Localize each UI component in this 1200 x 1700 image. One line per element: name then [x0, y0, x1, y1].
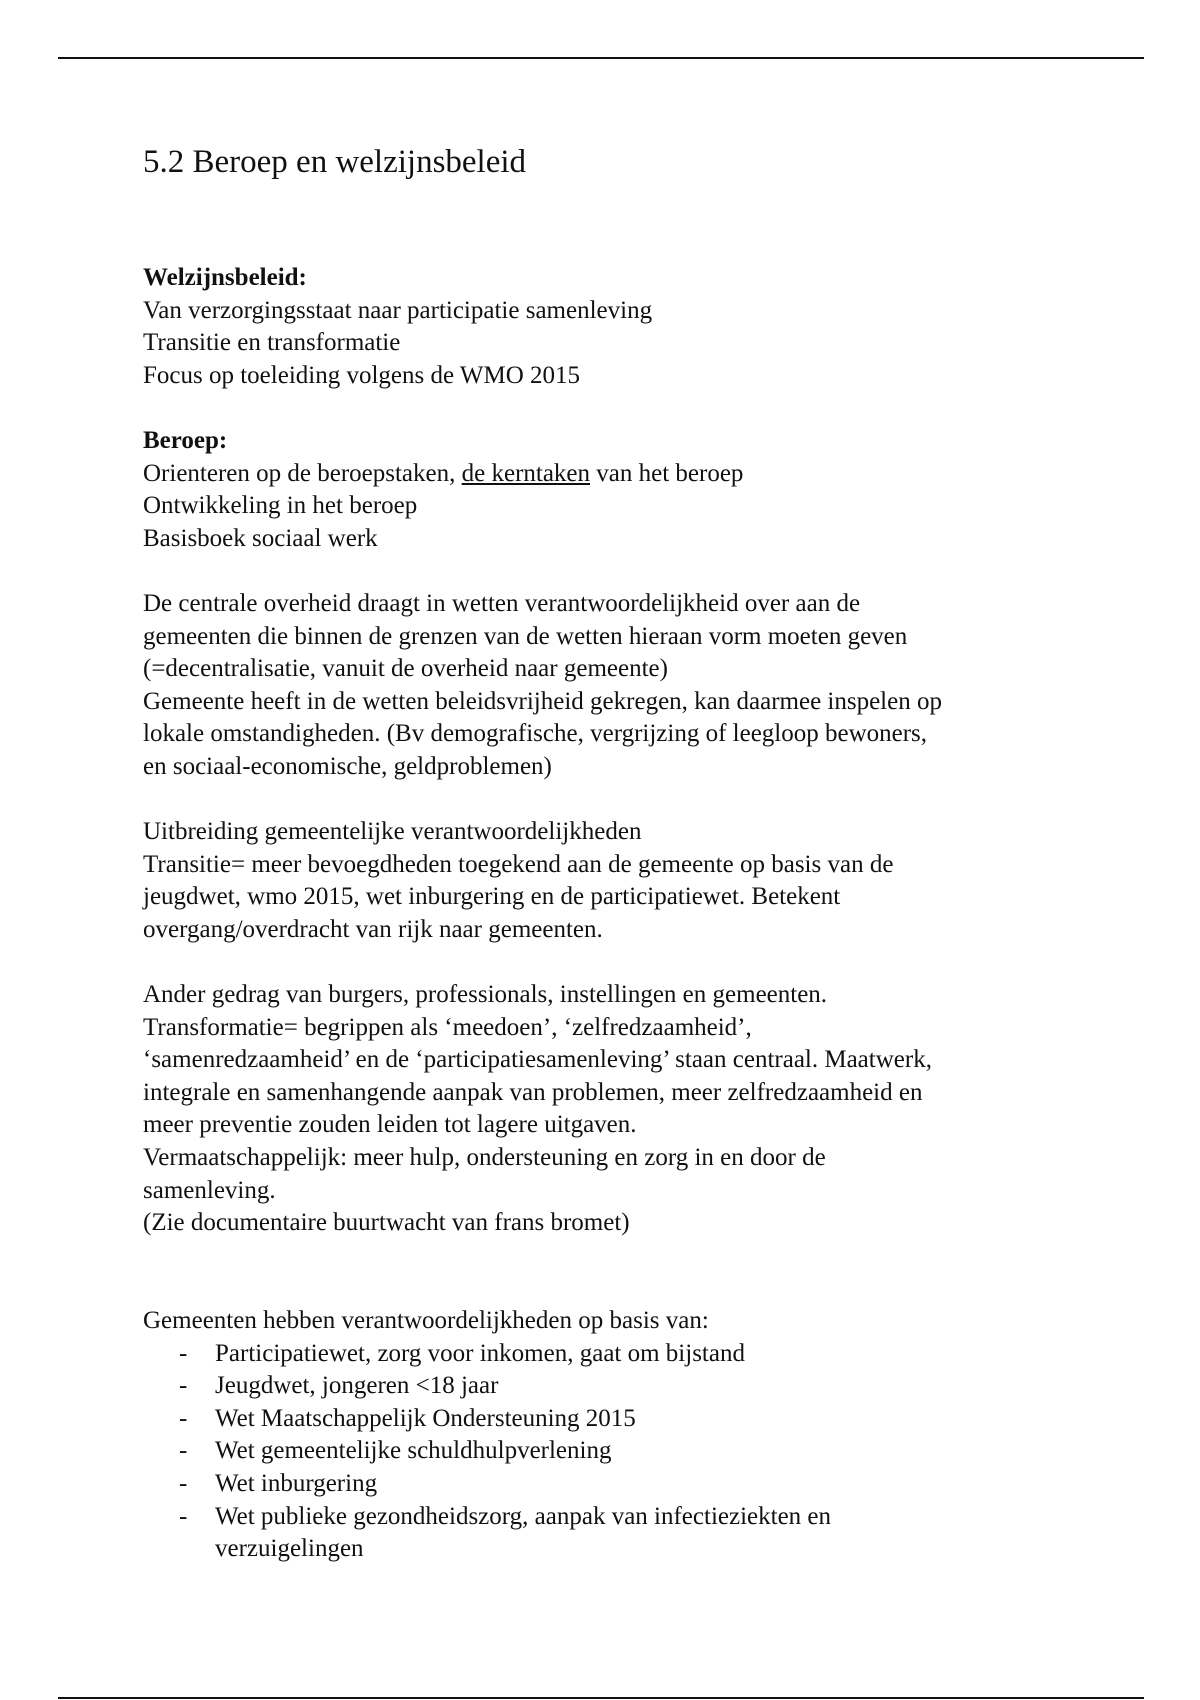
- underlined-term-kerntaken: de kerntaken: [461, 459, 591, 487]
- bottom-rule: [58, 1697, 1144, 1699]
- text-line: De centrale overheid draagt in wetten verantwoordelijkheid over aan de: [143, 589, 861, 617]
- text-line: (Zie documentaire buurtwacht van frans bromet): [143, 1209, 630, 1237]
- text-line: Vermaatschappelijk: meer hulp, ondersteuning en zorg in en door de: [143, 1144, 826, 1172]
- text-line: [143, 458, 1103, 491]
- list-item: [143, 1501, 1103, 1566]
- list-item: [143, 1338, 1103, 1371]
- page-title: 5.2 Beroep en welzijnsbeleid: [143, 144, 527, 180]
- list-item-text: Jeugdwet, jongeren <18 jaar: [215, 1372, 499, 1400]
- dash-bullet: -: [179, 1339, 188, 1367]
- list-item-text: Wet publieke gezondheidszorg, aanpak van infectieziekten en: [215, 1502, 832, 1530]
- section-beroep: [143, 425, 1103, 555]
- dash-bullet: -: [179, 1404, 188, 1432]
- text-line: Ontwikkeling in het beroep: [143, 492, 418, 520]
- list-item: [143, 1468, 1103, 1501]
- list-item: [143, 1435, 1103, 1468]
- text-line: Van verzorgingsstaat naar participatie samenleving: [143, 296, 653, 324]
- list-intro: Gemeenten hebben verantwoordelijkheden op basis van:: [143, 1307, 709, 1334]
- text-fragment: van het beroep: [590, 459, 744, 487]
- list-item: [143, 1370, 1103, 1403]
- paragraph-transformatie: [143, 979, 1103, 1240]
- section-verantwoordelijkheden: [143, 1305, 1103, 1566]
- text-line: Transitie en transformatie: [143, 329, 401, 357]
- dash-bullet: -: [179, 1469, 188, 1497]
- text-fragment: Orienteren op de beroepstaken,: [143, 459, 462, 487]
- document-body: [143, 140, 1103, 1566]
- list-item-text: verzuigelingen: [215, 1535, 364, 1563]
- text-line: en sociaal-economische, geldproblemen): [143, 752, 552, 780]
- text-line: meer preventie zouden leiden tot lagere uitgaven.: [143, 1111, 637, 1139]
- dash-bullet: -: [179, 1437, 188, 1465]
- text-line: (=decentralisatie, vanuit de overheid naar gemeente): [143, 655, 668, 683]
- text-line: Ander gedrag van burgers, professionals, instellingen en gemeenten.: [143, 981, 828, 1009]
- text-line: integrale en samenhangende aanpak van problemen, meer zelfredzaamheid en: [143, 1078, 923, 1106]
- text-line: overgang/overdracht van rijk naar gemeenten.: [143, 915, 603, 943]
- paragraph-transitie: [143, 816, 1103, 946]
- text-line: lokale omstandigheden. (Bv demografische, vergrijzing of leegloop bewoners,: [143, 720, 928, 748]
- list-item-text: Wet gemeentelijke schuldhulpverlening: [215, 1437, 612, 1465]
- text-line: gemeenten die binnen de grenzen van de wetten hieraan vorm moeten geven: [143, 622, 908, 650]
- list-item-text: Wet inburgering: [215, 1469, 378, 1497]
- section-heading-welzijnsbeleid: Welzijnsbeleid:: [143, 264, 307, 291]
- text-line: Basisboek sociaal werk: [143, 524, 378, 552]
- text-line: ‘samenredzaamheid’ en de ‘participatiesamenleving’ staan centraal. Maatwerk,: [143, 1046, 932, 1074]
- section-heading-beroep: Beroep:: [143, 426, 228, 454]
- dash-bullet: -: [179, 1502, 188, 1530]
- paragraph-decentralisatie: [143, 588, 1103, 784]
- list-item-text: Participatiewet, zorg voor inkomen, gaat om bijstand: [215, 1339, 745, 1367]
- text-line: samenleving.: [143, 1176, 276, 1204]
- top-rule: [58, 57, 1144, 59]
- dash-bullet: -: [179, 1372, 188, 1400]
- text-line: jeugdwet, wmo 2015, wet inburgering en de participatiewet. Betekent: [143, 883, 841, 911]
- text-line: Gemeente heeft in de wetten beleidsvrijheid gekregen, kan daarmee inspelen op: [143, 687, 942, 715]
- text-line: Transitie= meer bevoegdheden toegekend aan de gemeente op basis van de: [143, 850, 894, 878]
- responsibility-list: [143, 1338, 1103, 1566]
- list-item: [143, 1403, 1103, 1436]
- text-line: Uitbreiding gemeentelijke verantwoordelijkheden: [143, 818, 642, 846]
- text-line: Transformatie= begrippen als ‘meedoen’, ‘zelfredzaamheid’,: [143, 1013, 752, 1041]
- section-welzijnsbeleid: [143, 262, 1103, 392]
- text-line: Focus op toeleiding volgens de WMO 2015: [143, 361, 580, 389]
- list-item-text: Wet Maatschappelijk Ondersteuning 2015: [215, 1404, 636, 1432]
